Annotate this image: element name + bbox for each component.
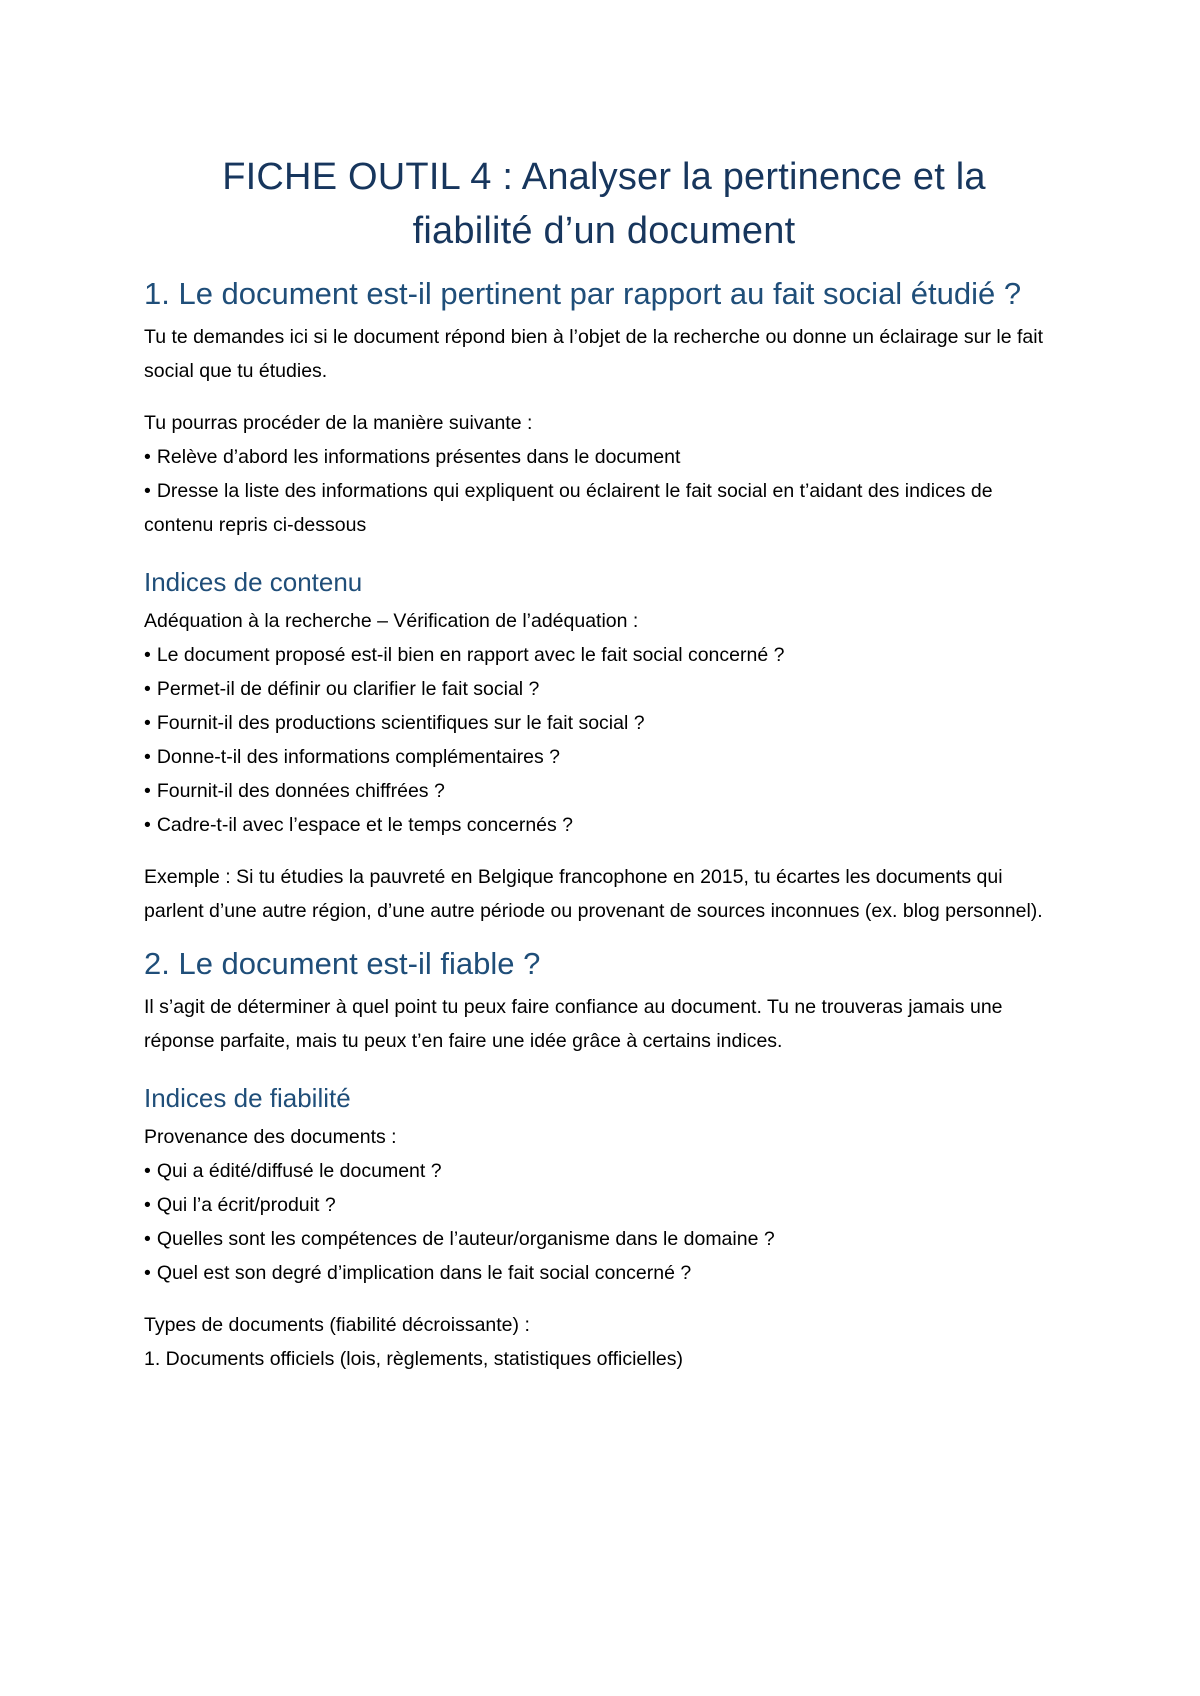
bullet-icon: • — [144, 1228, 151, 1250]
list-item: • Le document proposé est-il bien en rapport avec le fait social concerné ? — [144, 644, 785, 666]
bullet-icon: • — [144, 446, 151, 468]
adequation-list — [144, 638, 1064, 842]
list-item: • Permet-il de définir ou clarifier le fait social ? — [144, 678, 540, 700]
section-1-heading: 1. Le document est-il pertinent par rapport au fait social étudié ? — [144, 276, 1022, 311]
list-item: • Dresse la liste des informations qui expliquent ou éclairent le fait social en t’aidant des indices de contenu repris ci-dessous — [144, 480, 993, 536]
list-item: • Qui a édité/diffusé le document ? — [144, 1160, 442, 1182]
procedure-label: Tu pourras procéder de la manière suivante : — [144, 412, 533, 434]
section-2-heading: 2. Le document est-il fiable ? — [144, 946, 541, 981]
title-line-2: fiabilité d’un document — [412, 210, 796, 252]
section-1-intro: Tu te demandes ici si le document répond bien à l’objet de la recherche ou donne un éclairage sur le fait social que tu étudies. — [144, 326, 1043, 382]
reliability-indices-heading: Indices de fiabilité — [144, 1083, 351, 1113]
bullet-icon: • — [144, 746, 151, 768]
bullet-icon: • — [144, 712, 151, 734]
title-line-1: FICHE OUTIL 4 : Analyser la pertinence et la — [222, 156, 986, 198]
list-item: • Cadre-t-il avec l’espace et le temps concernés ? — [144, 814, 574, 836]
list-item: • Fournit-il des productions scientifiques sur le fait social ? — [144, 712, 645, 734]
bullet-icon: • — [144, 1160, 151, 1182]
bullet-icon: • — [144, 678, 151, 700]
list-item: • Quelles sont les compétences de l’auteur/organisme dans le domaine ? — [144, 1228, 775, 1250]
example-paragraph: Exemple : Si tu étudies la pauvreté en Belgique francophone en 2015, tu écartes les documents qui parlent d’une autre région, d’une autre période ou provenant de sources inconnues (ex. blog personnel). — [144, 866, 1043, 922]
list-item: • Relève d’abord les informations présentes dans le document — [144, 446, 681, 468]
list-item: • Quel est son degré d’implication dans le fait social concerné ? — [144, 1262, 692, 1284]
bullet-icon: • — [144, 1262, 151, 1284]
document-title — [144, 150, 1064, 258]
list-item: • Qui l’a écrit/produit ? — [144, 1194, 336, 1216]
provenance-label: Provenance des documents : — [144, 1126, 397, 1148]
bullet-icon: • — [144, 814, 151, 836]
content-indices-heading: Indices de contenu — [144, 567, 363, 597]
provenance-list — [144, 1154, 1064, 1290]
bullet-icon: • — [144, 644, 151, 666]
list-item: • Donne-t-il des informations complémentaires ? — [144, 746, 561, 768]
section-2-intro: Il s’agit de déterminer à quel point tu peux faire confiance au document. Tu ne trouveras jamais une réponse parfaite, mais tu peux t’en faire une idée grâce à certains indices. — [144, 996, 1003, 1052]
document-page — [144, 150, 1064, 1376]
procedure-list — [144, 440, 1064, 542]
bullet-icon: • — [144, 1194, 151, 1216]
types-label: Types de documents (fiabilité décroissante) : — [144, 1314, 530, 1336]
list-item: • Fournit-il des données chiffrées ? — [144, 780, 445, 802]
adequation-label: Adéquation à la recherche – Vérification de l’adéquation : — [144, 610, 639, 632]
bullet-icon: • — [144, 480, 151, 502]
types-item-1: 1. Documents officiels (lois, règlements, statistiques officielles) — [144, 1348, 684, 1370]
bullet-icon: • — [144, 780, 151, 802]
